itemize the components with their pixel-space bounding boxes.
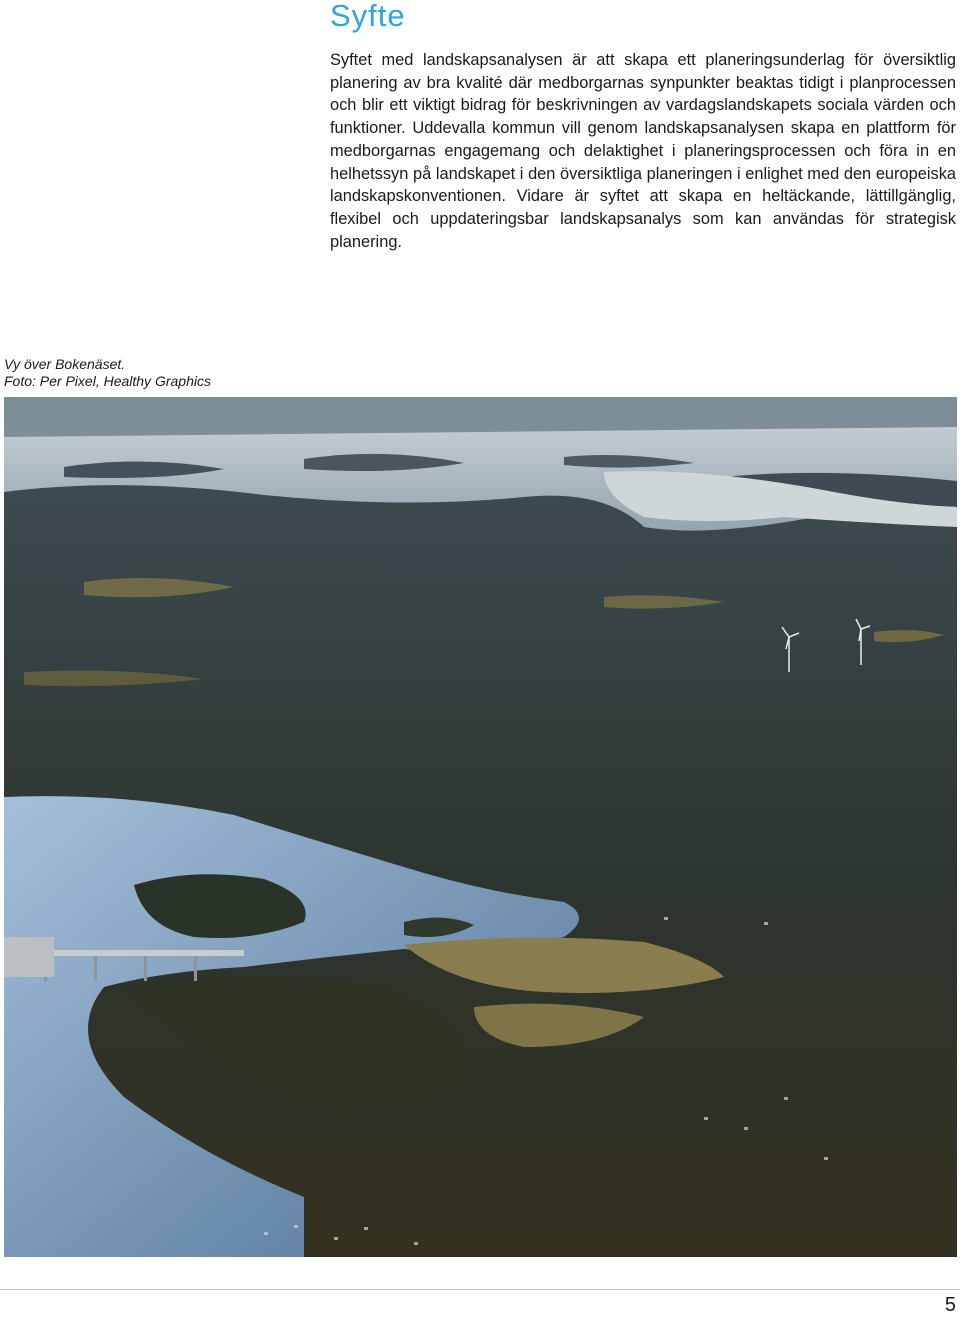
body-paragraph: Syftet med landskapsanalysen är att skapa ett planeringsunderlag för översiktlig planering av bra kvalité där medborgarnas synpunkter beaktas tidigt i planprocessen och blir ett viktigt bidrag för beskrivningen av vardagslandskapets sociala värden och funktioner. Uddevalla kommun vill genom landskapsanalysen skapa en plattform för medborgarnas engagemang och delaktighet i planeringsprocessen och föra in en helhetssyn på landskapet i den översiktliga planeringen i enlighet med den europeiska landskapskonventionen. Vidare är syftet att skapa en heltäckande, lättillgänglig, flexibel och uppdateringsbar landskapsanalys som kan användas för strategisk planering. <box>330 51 956 251</box>
footer-rule <box>0 1289 960 1290</box>
page-number: 5 <box>944 1294 956 1316</box>
figure-caption <box>4 356 211 390</box>
caption-title: Vy över Bokenäset. <box>4 356 126 372</box>
caption-credit: Foto: Per Pixel, Healthy Graphics <box>4 373 211 389</box>
aerial-landscape-photo <box>4 397 957 1257</box>
section-heading: Syfte <box>330 0 406 33</box>
